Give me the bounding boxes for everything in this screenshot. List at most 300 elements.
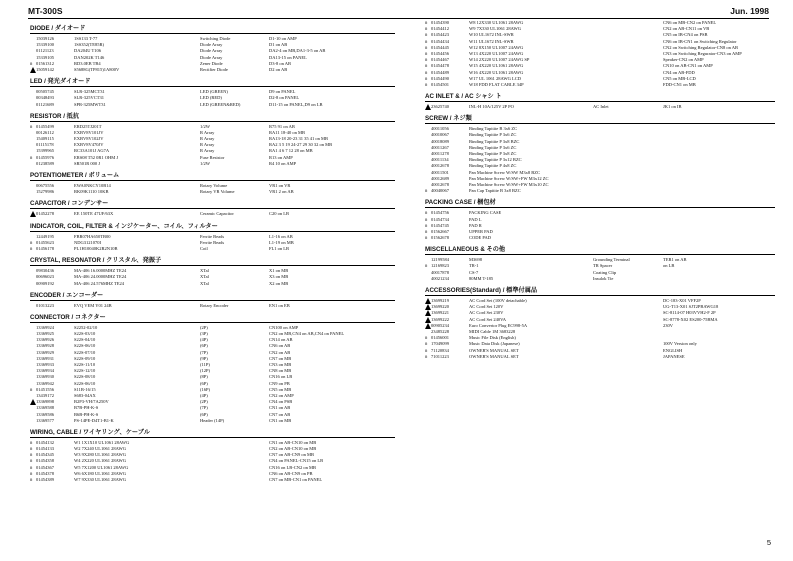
part-location: on LB	[663, 263, 675, 269]
part-spec	[593, 82, 663, 88]
part-spec	[593, 235, 663, 241]
section-title: POTENTIOMETER / ボリューム	[30, 170, 395, 181]
new-part-mark: #	[30, 452, 33, 458]
part-number: 01456178	[36, 245, 54, 251]
section-title: CAPACITOR / コンデンサー	[30, 198, 395, 209]
new-part-mark: #	[425, 20, 428, 25]
part-spec: (4P)	[200, 337, 208, 343]
part-number: 40012678	[431, 163, 449, 169]
part-location: R13 on AMP	[269, 154, 293, 160]
part-number: 17049099	[431, 341, 449, 347]
part-spec: Rotary VR Volume	[200, 189, 235, 195]
part-location: CN3 on MB	[269, 362, 292, 367]
part-location: CN9 on PB	[269, 380, 290, 386]
part-location: R75 91 on AB	[269, 123, 295, 129]
part-number: 13369930	[36, 374, 54, 380]
part-number: 15339105	[36, 54, 54, 60]
part-description: MA-406 24.0000MHZ TE24	[74, 274, 127, 280]
section-screw	[425, 113, 775, 194]
left-column	[30, 20, 395, 483]
part-number: 01455976	[36, 154, 54, 160]
part-description: W4 2X220 UL1061 28AWG	[74, 458, 127, 464]
part-number: 15279986	[36, 189, 54, 195]
part-location: C20 on LB	[269, 211, 290, 217]
part-row	[425, 354, 775, 360]
part-description: W7 9X330 UL1061 28AWG	[74, 477, 127, 482]
section-indicator-coil-filter	[30, 221, 395, 253]
part-row	[425, 235, 775, 241]
part-number: 01454489	[431, 69, 449, 75]
new-part-mark: #	[425, 81, 428, 87]
part-number: 40021234	[431, 275, 449, 281]
section-wiring-cable	[30, 427, 395, 483]
part-row	[30, 303, 395, 309]
part-description: SPR-325MWT31	[74, 101, 106, 107]
new-part-mark: #	[425, 210, 428, 216]
new-part-mark: #	[425, 44, 428, 50]
part-description: SLR-325MCT31	[74, 89, 105, 95]
part-spec: Fuse Resistor	[200, 154, 225, 160]
part-location: EN1 on EB	[269, 302, 290, 308]
right-column	[425, 20, 775, 360]
part-number: 15039126	[36, 36, 54, 41]
section-title: DIODE / ダイオード	[30, 23, 395, 34]
part-description: W6 6X180 UL1061 28AWG	[74, 470, 127, 476]
part-location: CN5 on MB-LCD	[663, 75, 696, 81]
part-description: W12 8X150 UL1007 24AWG	[469, 44, 524, 50]
part-description: AC Cord Set 120V	[469, 304, 504, 310]
part-location: CN14 on AB	[269, 337, 293, 343]
part-location: D9 on PANEL	[269, 89, 296, 95]
part-location	[663, 188, 775, 194]
part-spec: LED (GREEN&RED)	[200, 101, 241, 107]
part-number: 40011501	[431, 169, 449, 175]
part-number: 00675556	[36, 183, 54, 188]
part-description: EXBV8V470JV	[74, 142, 104, 148]
part-location: L1-19 on MB	[269, 239, 294, 245]
part-number: 01452278	[36, 211, 54, 217]
part-description: S22S-11/10	[74, 362, 96, 367]
part-location: FDD-CN1 on MB	[663, 81, 696, 87]
section-encoder	[30, 290, 395, 309]
part-location: CN16 on LB	[269, 374, 293, 380]
part-description: M3698	[469, 257, 483, 263]
part-description: DAN202K T146	[74, 54, 105, 60]
part-description: S5688G(TP815)1A800V	[74, 66, 120, 72]
part-number: 40011267	[431, 144, 449, 150]
part-description: OWNER'S MANUAL SET	[469, 347, 519, 353]
new-part-mark: #	[30, 239, 33, 245]
part-description: UPPER PAD	[469, 228, 493, 234]
part-spec: Insulok Tie	[593, 275, 614, 281]
section-ac-inlet-ac	[425, 91, 775, 110]
part-number: 71011223	[431, 353, 449, 359]
part-number: 01562667	[431, 228, 449, 234]
part-spec: (16P)	[200, 386, 210, 392]
part-spec: 1/2W	[200, 123, 210, 129]
section-title: ENCODER / エンコーダー	[30, 290, 395, 301]
new-part-mark: #	[30, 439, 33, 445]
part-description: W8 12X330 UL1061 28AWG	[469, 20, 524, 25]
part-number: 01121689	[36, 101, 54, 107]
part-location: CN100 on AMP	[269, 324, 299, 330]
section-section	[425, 20, 775, 88]
part-number: 40011278	[431, 151, 449, 156]
part-location: 100V Version only	[663, 341, 697, 347]
part-location: CN1 on AB	[269, 405, 291, 411]
part-location: ENGLISH	[663, 347, 683, 353]
part-number: 01013223	[36, 302, 54, 308]
part-spec: Diode Array	[200, 42, 223, 48]
part-spec: Switching Diode	[200, 36, 231, 41]
section-resistor	[30, 111, 395, 167]
part-spec	[593, 188, 663, 194]
part-description: AC Cord Set 240VA	[469, 316, 507, 322]
part-number: 13369588	[36, 405, 54, 411]
model-name: MT-300S	[28, 6, 63, 16]
part-number: 01454378	[36, 470, 54, 476]
part-location: FL1 on LB	[269, 245, 290, 251]
part-description: Binding Tapitite P 3x6 ZC	[469, 132, 517, 138]
new-part-mark: #	[30, 446, 33, 452]
part-description: S22S-09/10	[74, 355, 96, 361]
part-spec: Header (14P)	[200, 417, 225, 423]
part-number: 01454423	[431, 32, 449, 38]
part-number: 01562678	[431, 235, 449, 241]
part-description: TR-1	[469, 263, 479, 269]
new-part-mark: #	[425, 69, 428, 75]
part-description: Pan Machine Screw W/SW+FW M3x12 ZC	[469, 175, 549, 181]
part-number: 13369928	[36, 343, 54, 349]
part-location: CN7 on MB	[269, 355, 292, 361]
part-location: D2 on AB	[269, 66, 288, 72]
part-spec: R Array	[200, 129, 215, 135]
part-spec: LED (GREEN)	[200, 89, 228, 95]
part-spec	[200, 477, 269, 483]
part-description: W14 2X220 UL1007 24AWG SP	[469, 57, 530, 63]
part-description: S22S-04/10	[74, 337, 96, 343]
part-number: 12199584	[431, 257, 449, 263]
new-part-mark: #	[30, 154, 33, 160]
part-number: 01454734	[431, 216, 449, 222]
part-location: CN10 on AB-CN1 on AMP	[663, 63, 713, 69]
part-location: D1 on AB	[269, 42, 288, 48]
part-spec: (4P)	[200, 392, 208, 398]
part-row	[425, 104, 775, 110]
part-number: 23485228	[431, 328, 449, 334]
part-description: W1 1X1X10 UL1061 28AWG	[74, 439, 130, 445]
part-spec: (9P)	[200, 355, 208, 361]
new-part-mark: #	[425, 32, 428, 38]
new-part-mark: #	[425, 50, 428, 56]
part-number: 00505745	[36, 89, 54, 95]
part-location: UG-T13-X01 SJT2PBAWG18	[663, 304, 719, 310]
part-number: 00909192	[36, 280, 54, 286]
part-description: EE 150TE 47UF/63X	[74, 211, 114, 217]
part-number: 13369931	[36, 355, 54, 361]
part-location: CN2 on AB-CN10 on MB	[269, 446, 317, 452]
part-number: 40011134	[431, 157, 449, 163]
part-spec: Zener Diode	[200, 60, 223, 66]
part-number: 40010067	[431, 132, 449, 138]
part-spec: R Array	[200, 136, 215, 142]
section-title: CONNECTOR / コネクター	[30, 312, 395, 323]
part-row	[425, 188, 775, 194]
new-part-mark: #	[30, 458, 33, 464]
part-description: 1SS352(TE85R)	[74, 42, 105, 48]
new-part-mark: #	[30, 245, 33, 251]
part-spec: (7P)	[200, 405, 208, 411]
part-description: Binding Tapitite P 3x6 ZC	[469, 144, 517, 150]
part-number: 13369933	[36, 362, 54, 367]
part-location: X1 on MB	[269, 268, 289, 274]
part-location: CN2 on AMP	[269, 392, 294, 398]
part-location: VR1 on VR	[269, 183, 291, 188]
part-number: 13699219	[431, 298, 449, 303]
part-number: 01455499	[36, 123, 54, 129]
part-spec: (8P)	[200, 374, 208, 380]
part-description: B2P3-VH/7A250V	[74, 399, 109, 405]
part-row	[30, 189, 395, 195]
part-number: 13439172	[36, 392, 54, 398]
part-description: EXBV8V102JV	[74, 136, 104, 142]
part-description: INL-H 10A/125V 2P PO	[469, 104, 514, 110]
new-part-mark: #	[425, 235, 428, 241]
part-description: NDG3121070I	[74, 239, 101, 245]
part-description: W18 FDD FLAT CABLE 34P	[469, 81, 524, 87]
part-location: CN8 on MB	[269, 368, 292, 374]
part-number: 15059142	[36, 66, 54, 72]
section-title: WIRING, CABLE / ワイヤリング、ケーブル	[30, 427, 395, 438]
part-location: VR1 2 on AB	[269, 189, 294, 195]
part-number: 01454133	[36, 446, 54, 452]
part-location: TER1 on AB	[663, 257, 687, 263]
part-location: D2-8 on PANEL	[269, 95, 300, 101]
part-location: CN2 on AB	[269, 349, 291, 355]
part-description: EXBV8V101JV	[74, 129, 104, 135]
part-location: RA11 18-40 on MB	[269, 129, 305, 135]
part-number: 15399965	[36, 148, 54, 154]
part-number: 40011056	[431, 126, 449, 132]
part-number: 01454434	[431, 38, 449, 44]
part-spec: LED (RED)	[200, 95, 222, 101]
new-part-mark: #	[30, 477, 33, 482]
part-description: MA-406 16.0000MHZ TE24	[74, 268, 127, 274]
new-part-mark: #	[30, 470, 33, 476]
part-spec: (3P)	[200, 331, 208, 337]
part-number: 15339100	[36, 42, 54, 48]
part-number: 00696023	[36, 274, 54, 280]
part-number: 13369929	[36, 349, 54, 355]
part-location: SC-8778-X02 ES200-75BMA	[663, 316, 718, 322]
part-description: W11 UL1672 INL-SWR	[469, 38, 514, 44]
part-description: DA204U T106	[74, 48, 102, 54]
part-description: ERD25TJ201T	[74, 123, 102, 129]
part-spec: Diode Array	[200, 54, 223, 60]
part-description: PAD R	[469, 222, 482, 228]
part-number: 01454490	[431, 75, 449, 81]
part-number: 01455623	[36, 239, 54, 245]
part-spec: Diode Array	[200, 48, 223, 54]
new-part-mark: #	[425, 341, 428, 347]
part-number: 13369898	[36, 399, 54, 405]
part-location: D1-10 on AMP	[269, 36, 297, 41]
part-description: Binding Tapitite B 3x6 ZC	[469, 126, 518, 132]
part-description: S2252-02/10	[74, 324, 98, 330]
part-row	[30, 67, 395, 73]
part-number: 40012678	[431, 181, 449, 187]
part-number: 01454501	[431, 81, 449, 87]
part-number: 00126112	[36, 129, 54, 135]
part-location: X2 on MB	[269, 280, 289, 286]
part-location: SC-8114-07 H03VVH2-F 2P	[663, 310, 716, 316]
part-description: Pan Machine Screw W/SW M3x8 BZC	[469, 169, 540, 175]
part-spec: AC Inlet	[593, 104, 609, 110]
issue-date: Jun. 1998	[730, 6, 769, 16]
part-spec: (6P)	[200, 343, 208, 349]
part-row	[30, 281, 395, 287]
new-part-mark: #	[30, 464, 33, 470]
part-location: DA2-4 on MB,DA1-3-5 on AB	[269, 48, 326, 54]
part-number: 13369586	[36, 411, 54, 417]
part-location: JAPANESE	[663, 353, 685, 359]
section-title: LED / 発光ダイオード	[30, 76, 395, 87]
part-description: Binding Tapitite P 4x8 ZC	[469, 163, 517, 169]
new-part-mark: #	[30, 123, 33, 129]
part-description: EWA0NKCY10B14	[74, 183, 111, 188]
part-spec: Ferrite Beads	[200, 233, 225, 239]
part-number: 01454358	[36, 458, 54, 464]
part-location: CN5 on IB-CN4 on PSB	[663, 32, 708, 38]
section-diode	[30, 23, 395, 73]
part-number: 13369925	[36, 331, 54, 337]
part-location: CN4 on AB-FDD	[663, 69, 695, 75]
part-location: CN1 on AB-CN10 on MB	[269, 439, 317, 445]
part-number: 01456001	[431, 335, 449, 341]
part-location: CN5 on MB	[269, 386, 292, 392]
part-number: 01451556	[36, 386, 54, 392]
part-number: 01454412	[431, 26, 449, 32]
part-location: CN7 on AB	[269, 411, 291, 417]
part-number: 13699222	[431, 316, 449, 322]
part-location: CN2 on Switching Regulator-CN8 on AB	[663, 44, 739, 50]
part-row	[30, 102, 395, 108]
new-part-mark: #	[30, 386, 33, 392]
part-location: CN1 on MB	[269, 417, 292, 423]
part-row	[30, 246, 395, 252]
part-number: 01238589	[36, 160, 54, 166]
part-number: 71120834	[431, 347, 449, 353]
part-number: 00348493	[36, 95, 54, 101]
part-description: S22S-07/10	[74, 349, 96, 355]
part-description: PS-14PE-D4T1-B1-K	[74, 417, 114, 423]
section-potentiometer	[30, 170, 395, 195]
section-capacitor	[30, 198, 395, 217]
part-location: CN2 on MB,CN4 on AB,CN4 on PANEL	[269, 331, 345, 337]
part-number: 40012689	[431, 175, 449, 181]
new-part-mark: #	[425, 57, 428, 63]
part-description: W13 4X220 UL1007 24AWG	[469, 50, 524, 56]
part-description: RD3.0EB TB4	[74, 60, 101, 66]
part-description: W3 9X280 UL1061 28AWG	[74, 452, 127, 458]
part-spec: R Array	[200, 148, 215, 154]
part-description: Pan Cap Tapitite B 3x8 BZC	[469, 188, 521, 194]
new-part-mark: #	[425, 26, 428, 32]
section-packing-case	[425, 197, 775, 241]
part-number: 01454390	[431, 20, 449, 25]
part-number: 40040067	[431, 188, 449, 194]
part-number: 01454132	[36, 439, 54, 445]
part-location: CN6 on IB-CN1 on Switching Regulator	[663, 38, 737, 44]
part-spec: Ferrite Beads	[200, 239, 225, 245]
part-description: RK09K1110 10KB	[74, 189, 109, 195]
part-description: Music Data Disk (Japanese)	[469, 341, 520, 347]
part-description: S22S-03/10	[74, 331, 96, 337]
section-title: AC INLET & / AC シャシ ト	[425, 91, 775, 102]
new-part-mark: #	[425, 263, 428, 269]
section-title: RESISTOR / 抵抗	[30, 111, 395, 122]
part-number: 01121123	[36, 48, 54, 54]
part-spec: 1/2W	[200, 160, 210, 166]
new-part-mark: #	[425, 335, 428, 341]
new-part-mark: #	[425, 222, 428, 228]
part-description: PAD L	[469, 216, 482, 222]
part-location: CN6 on MB-CN2 on PANEL	[663, 20, 717, 25]
section-accessories-standard	[425, 285, 775, 360]
part-spec: (7P)	[200, 349, 208, 355]
part-number: 13369934	[36, 368, 54, 374]
part-location: X3 on MB	[269, 274, 289, 280]
new-part-mark: #	[425, 38, 428, 44]
part-number: 13369942	[36, 380, 54, 386]
part-spec: TR Spacer	[593, 263, 613, 269]
part-location: CN6 on AB	[269, 343, 291, 349]
part-description: W15 4X220 UL1061 28AWG	[469, 63, 524, 69]
part-description: SLR-325VCT31	[74, 95, 105, 101]
part-spec: Coil	[200, 245, 208, 251]
part-description: Binding Tapitite P 3x8 ZC	[469, 151, 517, 156]
part-location: CN4 on PSB	[269, 399, 293, 405]
part-number: 13699221	[431, 310, 449, 316]
part-spec: (2P)	[200, 324, 208, 330]
part-location: JK1 on IB	[663, 104, 682, 110]
part-description: S22S-08/10	[74, 374, 96, 380]
part-location: CN2 on AB-CN11 on VB	[663, 26, 710, 32]
part-description: W16 4X220 UL1061 28AWG	[469, 69, 524, 75]
part-description: Music File Disk (English)	[469, 335, 516, 341]
part-spec: Ceramic Capacitor	[200, 211, 234, 217]
part-number: 15409115	[36, 136, 54, 142]
part-location: CN6 on AB-CN9 on PB	[269, 470, 313, 476]
part-location: DA13-15 on PANEL	[269, 54, 307, 60]
part-location: CN16 on LB-CN2 on MB	[269, 464, 317, 470]
part-description: 80MM T-185	[469, 275, 494, 281]
part-description: AC Cord Set (100V detachable)	[469, 298, 527, 303]
part-location: D3-8 on AB	[269, 60, 292, 66]
section-led	[30, 76, 395, 108]
part-location: CN3 on Switching Regurator-CN3 on AMP	[663, 50, 742, 56]
part-spec: XTal	[200, 274, 209, 280]
part-location: L1-16 on AB	[269, 233, 293, 239]
part-location	[663, 276, 775, 282]
part-number: 12169823	[431, 263, 449, 269]
new-part-mark: #	[30, 60, 33, 66]
part-location: Speaker-CN2 on AMP	[663, 57, 704, 63]
part-row	[30, 161, 395, 167]
part-location: CN7 on MB-CN1 on PANEL	[269, 477, 323, 482]
part-description: RC33A101J AG7A	[74, 148, 110, 154]
part-description: Binding Tapitite P 3x12 BZC	[469, 157, 522, 163]
